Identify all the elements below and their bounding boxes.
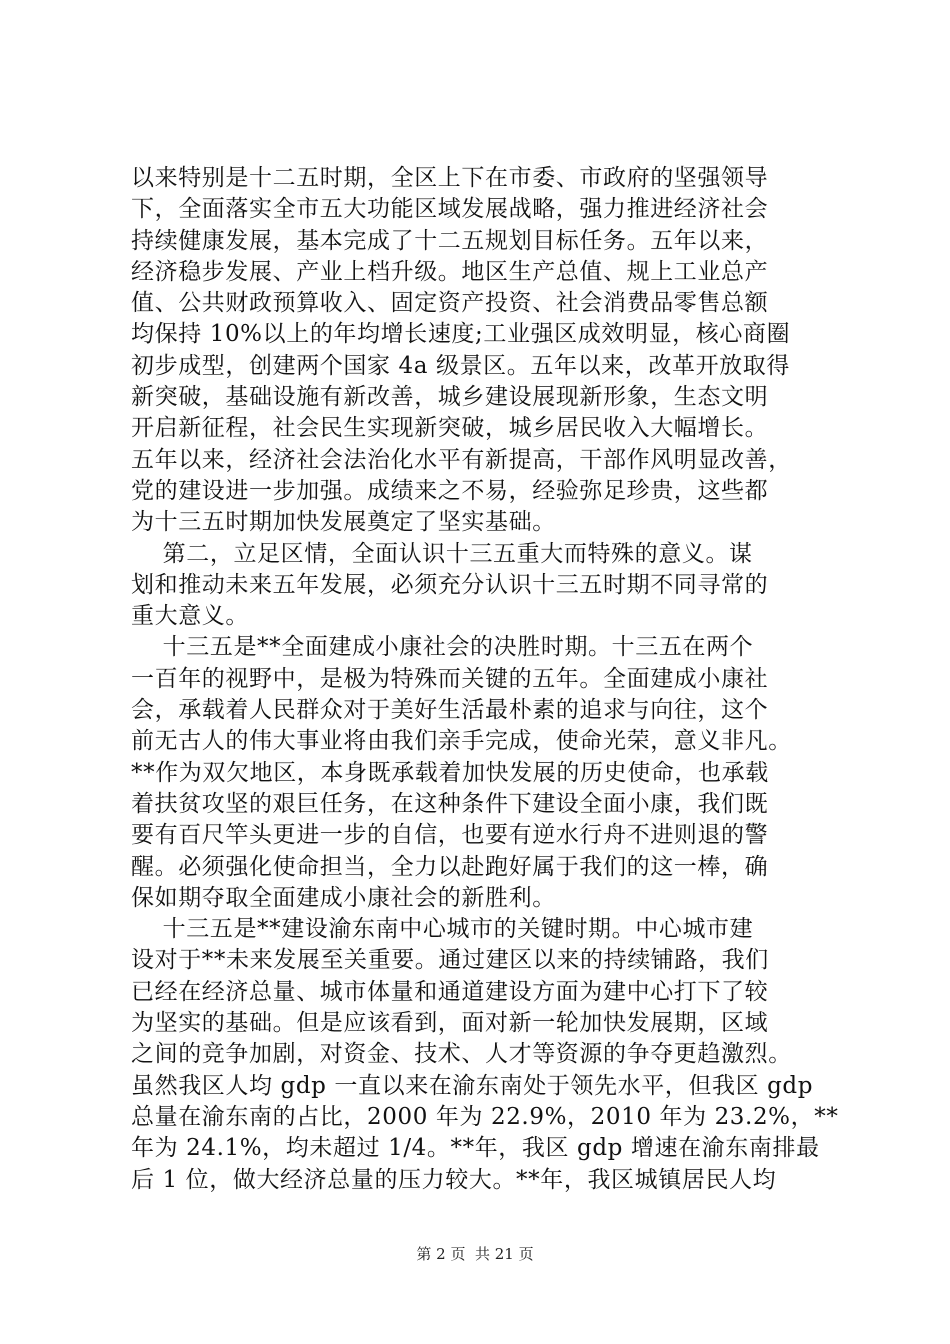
text-line: 前无古人的伟大事业将由我们亲手完成，使命光荣，意义非凡。 — [131, 728, 792, 755]
text-line: 要有百尺竿头更进一步的自信，也要有逆水行舟不进则退的警 — [131, 822, 769, 849]
text-line: 均保持 10%以上的年均增长速度;工业强区成效明显，核心商圈 — [131, 321, 791, 348]
text-line: 十三五是**建设渝东南中心城市的关键时期。中心城市建 — [131, 916, 754, 943]
text-line: 之间的竞争加剧，对资金、技术、人才等资源的争夺更趋激烈。 — [131, 1041, 792, 1068]
text-line: 以来特别是十二五时期，全区上下在市委、市政府的坚强领导 — [131, 165, 769, 191]
text-line: 下，全面落实全市五大功能区域发展战略，强力推进经济社会 — [131, 196, 769, 223]
text-line: 会，承载着人民群众对于美好生活最朴素的追求与向往，这个 — [131, 697, 769, 724]
text-line: 经济稳步发展、产业上档升级。地区生产总值、规上工业总产 — [131, 258, 769, 285]
text-line: 为十三五时期加快发展奠定了坚实基础。 — [131, 509, 556, 536]
text-line: 保如期夺取全面建成小康社会的新胜利。 — [131, 884, 556, 911]
page-number: 第 2 页 共 21 页 — [416, 1245, 534, 1263]
text-line: 已经在经济总量、城市体量和通道建设方面为建中心打下了较 — [131, 978, 769, 1005]
text-line: 年为 24.1%，均未超过 1/4。**年，我区 gdp 增速在渝东南排最 — [131, 1135, 820, 1162]
text-line: 醒。必须强化使命担当，全力以赴跑好属于我们的这一棒，确 — [131, 853, 769, 880]
text-line: 初步成型，创建两个国家 4a 级景区。五年以来，改革开放取得 — [131, 352, 790, 379]
text-line: 党的建设进一步加强。成绩来之不易，经验弥足珍贵，这些都 — [131, 477, 769, 504]
text-line: 值、公共财政预算收入、固定资产投资、社会消费品零售总额 — [131, 290, 769, 317]
text-line: 设对于**未来发展至关重要。通过建区以来的持续铺路，我们 — [131, 947, 769, 974]
text-line: 总量在渝东南的占比，2000 年为 22.9%，2010 年为 23.2%，** — [131, 1103, 839, 1130]
text-line: **作为双欠地区，本身既承载着加快发展的历史使命，也承载 — [131, 759, 769, 786]
document-body — [131, 163, 837, 1196]
text-line: 划和推动未来五年发展，必须充分认识十三五时期不同寻常的 — [131, 571, 769, 598]
text-line: 十三五是**全面建成小康社会的决胜时期。十三五在两个 — [131, 634, 754, 661]
page-footer — [0, 1243, 950, 1264]
text-line: 开启新征程，社会民生实现新突破，城乡居民收入大幅增长。 — [131, 415, 769, 442]
text-line: 重大意义。 — [131, 603, 249, 630]
text-line: 虽然我区人均 gdp 一直以来在渝东南处于领先水平，但我区 gdp — [131, 1072, 814, 1099]
text-line: 一百年的视野中，是极为特殊而关键的五年。全面建成小康社 — [131, 665, 769, 692]
text-line: 持续健康发展，基本完成了十二五规划目标任务。五年以来， — [131, 227, 769, 254]
text-line: 后 1 位，做大经济总量的压力较大。**年，我区城镇居民人均 — [131, 1166, 777, 1193]
text-line: 着扶贫攻坚的艰巨任务，在这种条件下建设全面小康，我们既 — [131, 790, 769, 817]
text-line: 五年以来，经济社会法治化水平有新提高，干部作风明显改善， — [131, 446, 792, 473]
text-line: 为坚实的基础。但是应该看到，面对新一轮加快发展期，区域 — [131, 1010, 769, 1037]
text-line: 新突破，基础设施有新改善，城乡建设展现新形象，生态文明 — [131, 384, 769, 411]
text-line: 第二，立足区情，全面认识十三五重大而特殊的意义。谋 — [131, 540, 753, 567]
